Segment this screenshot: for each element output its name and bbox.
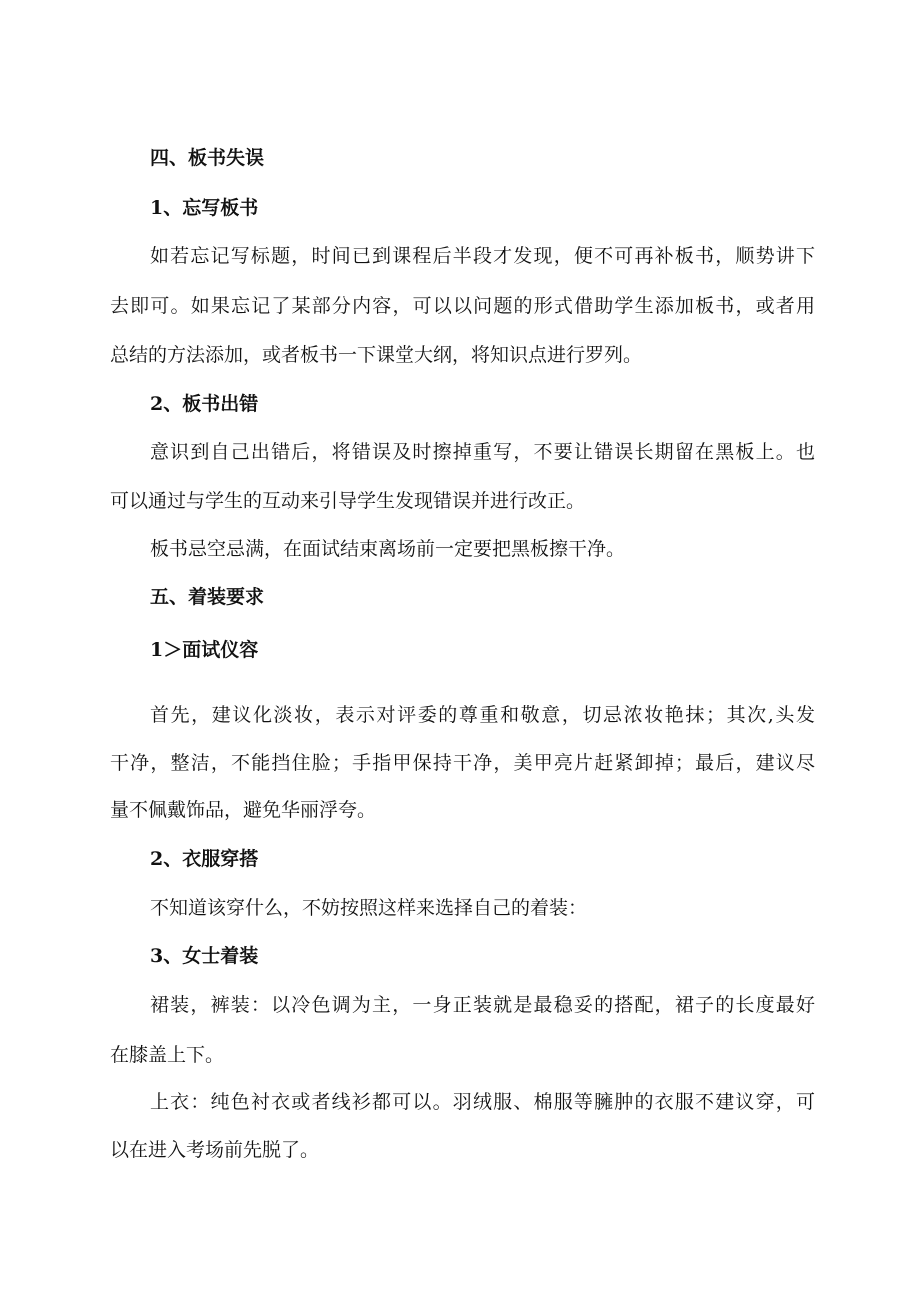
paragraph-line: 可以通过与学生的互动来引导学生发现错误并进行改正。	[110, 490, 586, 512]
paragraph-line: 意识到自己出错后，将错误及时擦掉重写，不要让错误长期留在黑板上。也	[150, 441, 815, 463]
paragraph-line: 如若忘记写标题，时间已到课程后半段才发现，便不可再补板书，顺势讲下	[150, 245, 815, 267]
subsection-heading-5-2: 2、衣服穿搭	[150, 848, 259, 870]
paragraph-line: 去即可。如果忘记了某部分内容，可以以问题的形式借助学生添加板书，或者用	[110, 295, 815, 317]
paragraph-line: 以在进入考场前先脱了。	[110, 1139, 320, 1161]
section-heading-5: 五、着装要求	[150, 586, 265, 608]
paragraph-line: 在膝盖上下。	[110, 1044, 225, 1066]
paragraph-line: 总结的方法添加，或者板书一下课堂大纲，将知识点进行罗列。	[110, 344, 643, 366]
paragraph-line: 不知道该穿什么，不妨按照这样来选择自己的着装：	[150, 897, 588, 919]
subsection-heading-4-2: 2、板书出错	[150, 393, 259, 415]
paragraph-line: 首先，建议化淡妆，表示对评委的尊重和敬意，切忌浓妆艳抹；其次,头发	[150, 704, 815, 726]
subsection-heading-5-3: 3、女士着装	[150, 945, 259, 967]
paragraph-line: 量不佩戴饰品，避免华丽浮夸。	[110, 799, 377, 821]
subsection-heading-4-1: 1、忘写板书	[150, 197, 259, 219]
paragraph-line: 干净，整洁，不能挡住脸；手指甲保持干净，美甲亮片赶紧卸掉；最后，建议尽	[110, 752, 815, 774]
paragraph-line: 上衣：纯色衬衣或者线衫都可以。羽绒服、棉服等臃肿的衣服不建议穿，可	[150, 1091, 815, 1113]
section-heading-4: 四、板书失误	[150, 147, 265, 169]
paragraph-line: 板书忌空忌满，在面试结束离场前一定要把黑板擦干净。	[150, 538, 626, 560]
paragraph-line: 裙装，裤装：以冷色调为主，一身正装就是最稳妥的搭配，裙子的长度最好	[150, 994, 815, 1016]
subsection-heading-5-1: 1＞面试仪容	[150, 639, 259, 661]
